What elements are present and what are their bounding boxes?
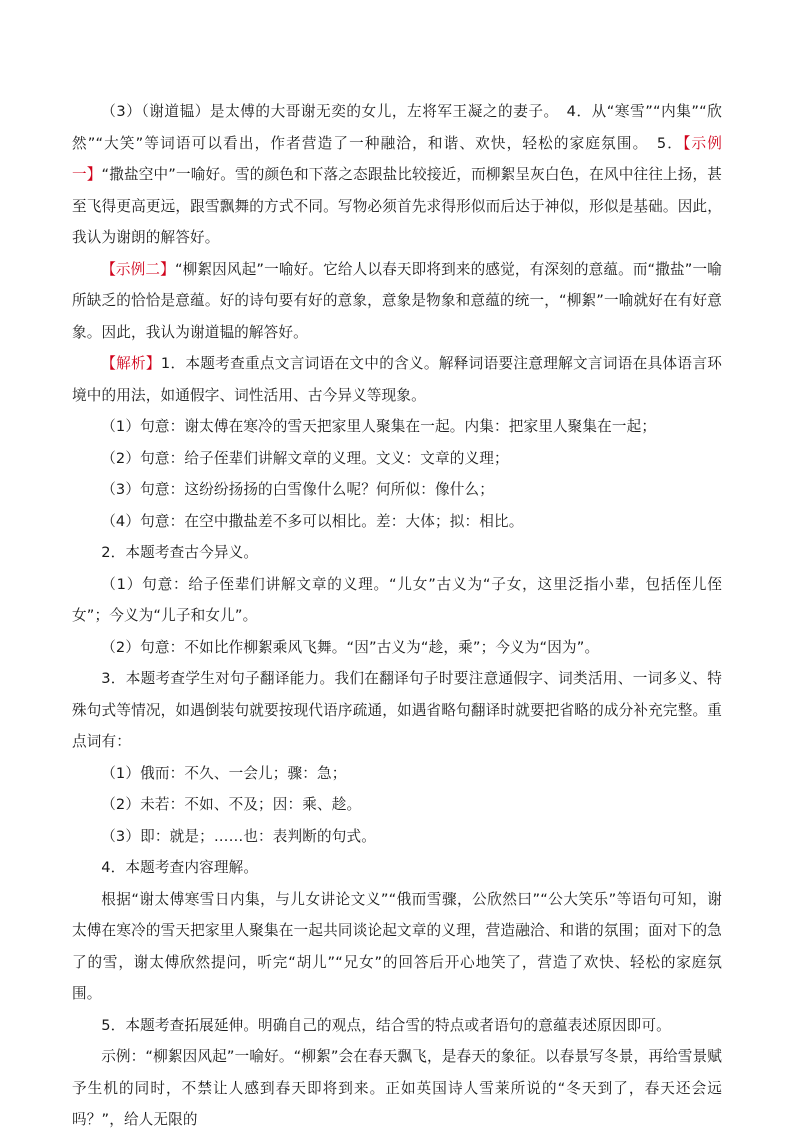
example-one-label: 【示例一】: [72, 134, 722, 183]
analysis-3-item-3: （3）即：就是；……也：表判断的句式。: [101, 827, 377, 845]
analysis-2-heading: 2．本题考查古今异义。: [101, 544, 259, 561]
analysis-3-item-2: （2）未若：不如、不及；因：乘、趁。: [101, 796, 362, 813]
paragraph-answers-3-5: [72, 96, 722, 254]
analysis-3-heading: 3．本题考查学生对句子翻译能力。我们在翻译句子时要注意通假字、词类活用、一词多义、特殊句式等情况，如遇倒装句就要按现代语序疏通，如遇省略句翻译时就要把省略的成分补充完整。重点词有：: [72, 670, 722, 750]
analysis-2-item-1: （1）句意：给子侄辈们讲解文章的义理。“儿女”古义为“子女，这里泛指小辈，包括侄儿侄女”；今义为“儿子和女儿”。: [72, 575, 722, 624]
example-two-text: “柳絮因风起”一喻好。它给人以春天即将到来的感觉，有深刻的意蕴。而“撒盐”一喻所缺乏的恰恰是意蕴。好的诗句要有好的意象，意象是物象和意蕴的统一，“柳絮”一喻就好在有好意象。因此，我认为谢道韫的解答好。: [72, 260, 722, 341]
analysis-1-item-4: （4）句意：在空中撒盐差不多可以相比。差：大体；拟：相比。: [101, 512, 524, 530]
analysis-1-item-2: （2）句意：给子侄辈们讲解文章的义理。文义：文章的义理；: [101, 449, 509, 467]
analysis-5-heading: 5．本题考查拓展延伸。明确自己的观点，结合雪的特点或者语句的意蕴表述原因即可。: [101, 1016, 671, 1034]
paragraph-example-two: [72, 254, 722, 349]
analysis-1-text: 1．本题考查重点文言词语在文中的含义。解释词语要注意理解文言词语在具体语言环境中的用法，如通假字、词性活用、古今异义等现象。: [72, 355, 722, 404]
analysis-4-heading: 4．本题考查内容理解。: [101, 859, 259, 876]
analysis-3-item-1: （1）俄而：不久、一会儿；骤：急；: [101, 764, 347, 782]
analysis-2-item-2: （2）句意：不如比作柳絮乘风飞舞。“因”古义为“趁，乘”；今义为“因为”。: [101, 638, 600, 656]
analysis-5-example: 示例：“柳絮因风起”一喻好。“柳絮”会在春天飘飞，是春天的象征。以春景写冬景，再给雪景赋予生机的同时，不禁让人感到春天即将到来。正如英国诗人雪莱所说的“冬天到了，春天还会远吗？”，给人无限的: [72, 1048, 722, 1128]
answer-3-4-text: （3）（谢道韫）是太傅的大哥谢无奕的女儿，左将军王凝之的妻子。 4．从“寒雪”“内集”“欣然”“大笑”等词语可以看出，作者营造了一种融洽，和谐、欢快，轻松的家庭氛围。 5．: [72, 103, 722, 152]
analysis-1-item-1: （1）句意：谢太傅在寒冷的雪天把家里人聚集在一起。内集：把家里人聚集在一起；: [101, 418, 657, 435]
example-two-label: 【示例二】: [101, 260, 175, 278]
analysis-label: 【解析】: [101, 355, 161, 372]
example-one-text: “撒盐空中”一喻好。雪的颜色和下落之态跟盐比较接近，而柳絮呈灰白色，在风中往往上扬，甚至飞得更高更远，跟雪飘舞的方式不同。写物必须首先求得形似而后达于神似，形似是基础。因此，我认为谢朗的解答好。: [72, 166, 722, 246]
analysis-1-item-3: （3）句意：这纷纷扬扬的白雪像什么呢？何所似：像什么；: [101, 481, 494, 498]
paragraph-analysis-1: [72, 348, 722, 411]
analysis-4-body: 根据“谢太傅寒雪日内集，与儿女讲论文义”“俄而雪骤，公欣然曰”“公大笑乐”等语句可知，谢太傅在寒冷的雪天把家里人聚集在一起共同谈论起文章的义理，营造融洽、和谐的氛围；面对下的急了的雪，谢太傅欣然提问，听完“胡儿”“兄女”的回答后开心地笑了，营造了欢快、轻松的家庭氛围。: [72, 890, 722, 1002]
